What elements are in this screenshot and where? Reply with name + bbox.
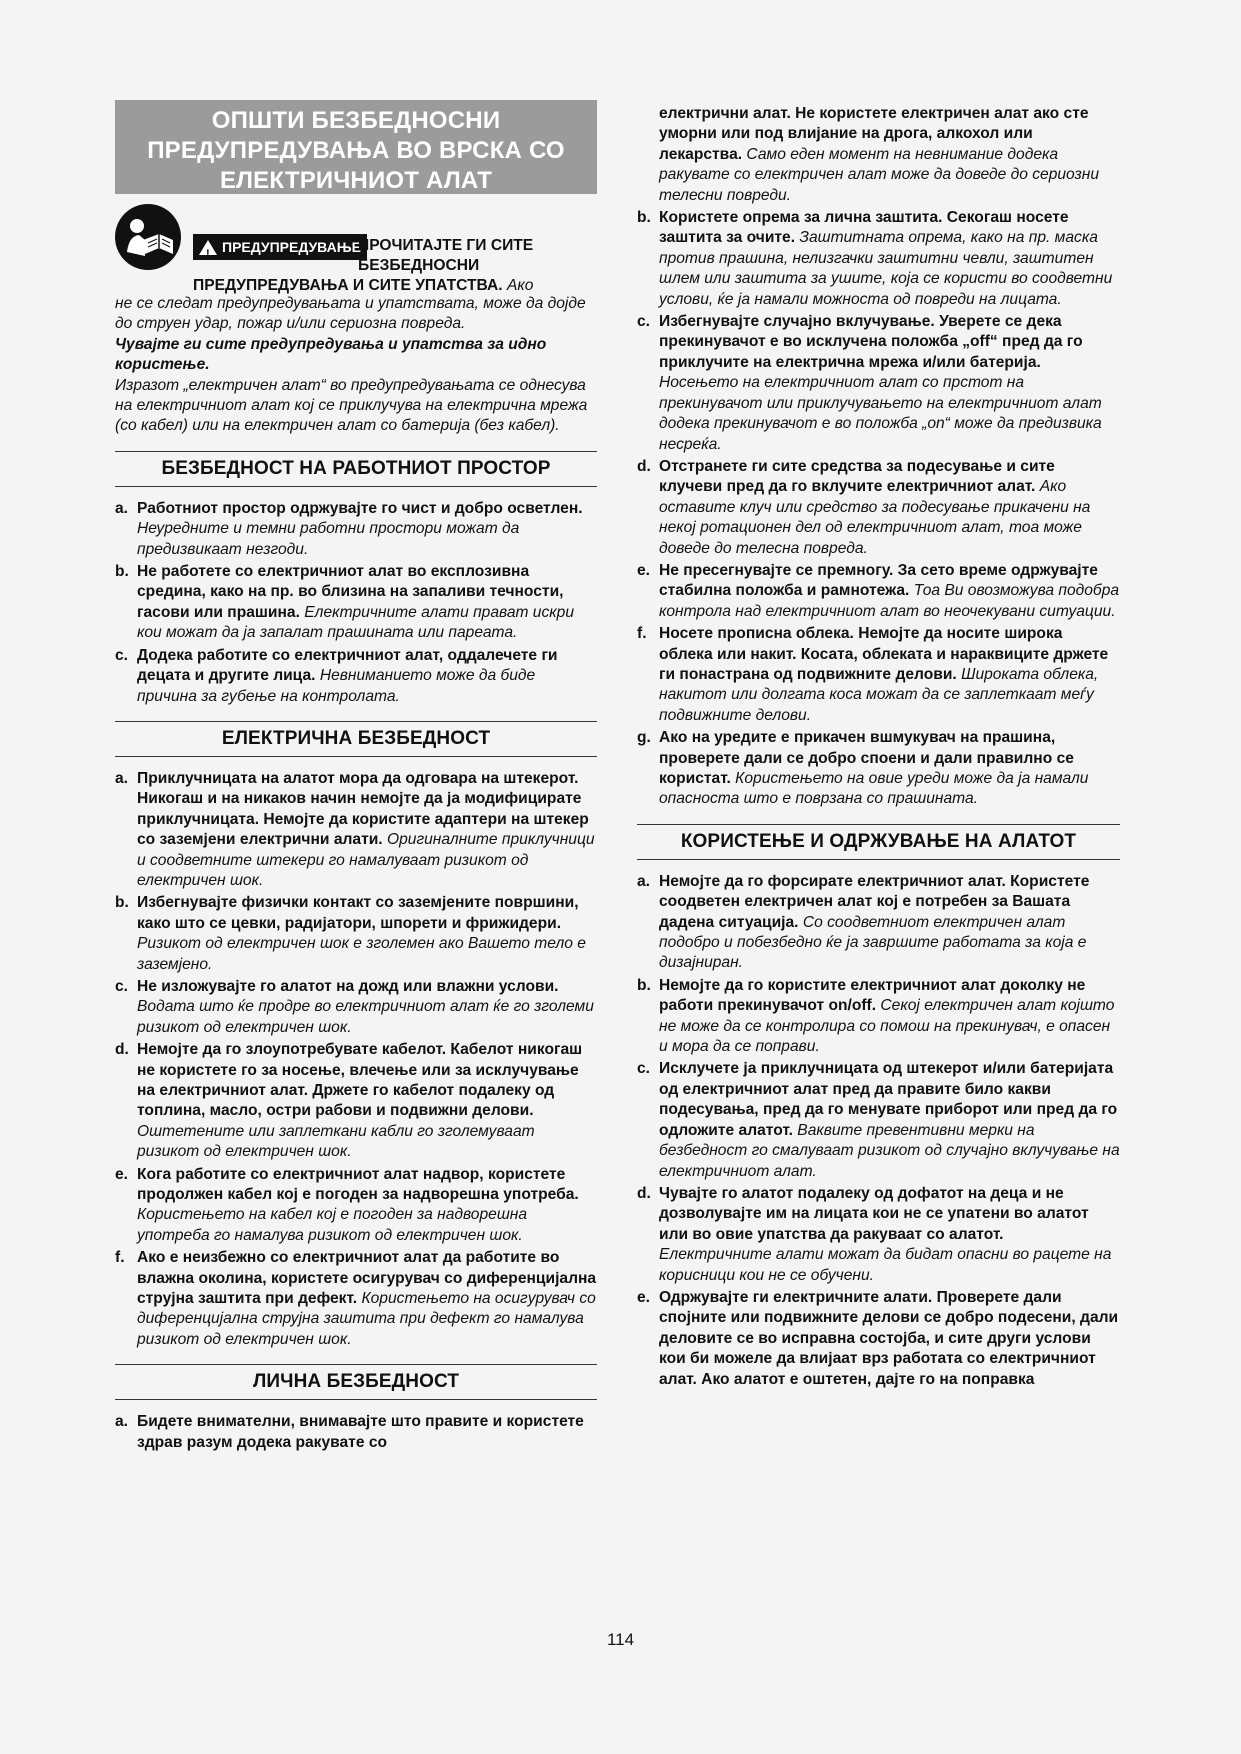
read-manual-icon [115,204,181,270]
workarea-list [115,499,597,707]
item-desc: Секој електричен алат којшто не може да се контролира со помош на прекинувач, е опасен и мора да се поправи. [659,997,1115,1056]
item-label: e. [637,561,651,579]
warning-heading-bold: ПРЕДУПРЕДУВАЊА И СИТЕ УПАТСТВА. [193,277,503,294]
item-bold: Чувајте го алатот подалеку од дофатот на деца и не дозволувајте им на лицата кои не се упатени во алатот или во овие упатства да ракуваат со алатот. [659,1184,1089,1243]
item-label: e. [115,1165,129,1183]
section-banner [115,100,597,194]
item-bold: Ако е неизбежно со електричниот алат да работите во влажна околина, користете осигурувач со диференцијална струјна заштита при дефект. [137,1249,597,1308]
list-item [637,457,1120,559]
warning-heading-line: ПРОЧИТАЈТЕ ГИ СИТЕ [358,237,534,254]
warning-heading-line [193,276,533,296]
item-desc: Електричните алати прават искри кои можат да ја запалат прашината или пареата. [137,603,574,642]
left-column [115,100,597,1455]
item-bold: Не изложувајте го алатот на дожд или влажни услови. [137,977,559,995]
item-desc: Со соодветниот електричен алат подобро и побезбедно ќе ја завршите работата за која е дизајниран. [659,913,1087,972]
item-bold: Отстранете ги сите средства за подесување и сите клучеви пред да го вклучите електричниот алат. [659,457,1055,496]
warning-text: не се следат предупредувањата и упатствата, може да дојде до струен удар, пожар и/или сериозна повреда. [115,295,586,333]
item-desc: Широката облека, накитот или долгата коса можат да се заплеткаат меѓу подвижните делови. [659,665,1099,724]
list-item [637,872,1120,974]
list-item [115,1040,597,1162]
item-bold: Работниот простор одржувајте го чист и добро осветлен. [137,499,583,517]
list-item [115,646,597,707]
list-item [637,728,1120,810]
item-desc: Водата што ќе продре во електричниот алат ќе го зголеми ризикот од електричен шок. [137,998,594,1036]
warning-block [115,204,597,294]
item-label: d. [637,1184,651,1202]
list-item [115,499,597,560]
list-item [115,1412,597,1453]
list-item [637,561,1120,622]
item-desc: Оштетените или заплеткани кабли го зголемуваат ризикот од електричен шок. [137,1122,535,1161]
list-item [637,1184,1120,1286]
item-desc: Ризикот од електричен шок е зголемен ако Вашето тело е заземјено. [137,935,586,973]
item-bold: Ако на уредите е прикачен вшмукувач на прашина, проверете дали се добро споени и дали правилно се користат. [659,729,1074,787]
item-label: f. [637,625,647,643]
item-label: a. [115,1413,129,1431]
item-desc: Неуредните и темни работни простори можат да предизвикаат незгоди. [137,520,520,558]
item-bold: Избегнувајте случајно вклучување. Уверете се дека прекинувачот е во исклучена положба „off“ пред да го приклучите на електрична мрежа и/или батерија. [659,313,1083,371]
section-title-tooluse: КОРИСТЕЊЕ И ОДРЖУВАЊЕ НА АЛАТОТ [637,824,1120,860]
item-desc: Ваквите превентивни мерки на безбедност го смалуваат ризикот од случајно вклучување на електричниот алат. [659,1121,1120,1180]
item-bold: Додека работите со електричниот алат, оддалечете ги децата и другите лица. [137,646,558,685]
warning-keep-text: Чувајте ги сите предупредувања и упатства за идно користење. [115,335,547,374]
list-item [637,208,1120,310]
warning-heading-line: БЕЗБЕДНОСНИ [358,257,480,274]
item-label: b. [115,563,129,581]
item-label: d. [637,457,651,475]
tooluse-list [637,872,1120,1390]
banner-line: ОПШТИ БЕЗБЕДНОСНИ [211,107,501,134]
item-label: c. [115,646,129,664]
item-desc: Само еден момент на невнимание додека ракувате со електричен алат може да доведе до сериозни телесни повреди. [659,145,1100,204]
list-item [115,562,597,644]
list-item-continuation [637,104,1120,206]
item-label: g. [637,729,651,747]
page-number: 114 [606,1630,635,1649]
item-bold: Кога работите со електричниот алат надвор, користете продолжен кабел кој е погоден за надворешна употреба. [137,1165,579,1204]
personal-list-right [637,208,1120,810]
item-bold: Носете прописна облека. Немојте да носите широка облека или накит. Косата, облеката и нараквиците држете ги понастрана од подвижните делови. [659,625,1109,683]
warning-definition: Изразот „електричен алат“ во предупредувањата се однесува на електричниот алат кој се приклучува на електрична мрежа (со кабел) или на електричен алат со батерија (без кабел). [115,376,588,435]
item-bold: електрични алат. Не користете електричен алат ако сте уморни или под влијание на дрога, алкохол или лекарства. [659,105,1089,163]
item-label: b. [637,209,651,227]
list-item [637,976,1120,1058]
item-bold: Одржувајте ги електричните алати. Проверете дали спојните или подвижните делови се добро подесени, дали деловите се во исправна состојба, и сите други услови кои би можеле да влијаат врз работата со електричниот алат. Ако алатот е оштетен, дајте го на поправка [659,1288,1119,1388]
list-item [115,1248,597,1350]
item-desc: Носењето на електричниот алат со прстот на прекинувачот или приклучувањето на електричниот алат додека прекинувачот е во положба „on“ може да предизвика несреќа. [659,374,1102,453]
item-label: a. [115,769,129,787]
section-title-electrical: ЕЛЕКТРИЧНА БЕЗБЕДНОСТ [115,721,597,757]
item-desc: Ако оставите клуч или средство за подесување прикачени на некој ротационен дел од електричниот алат, тоа може доведе до телесна повреда. [659,478,1091,557]
item-label: c. [115,977,129,995]
item-bold: Не работете со електричниот алат во експлозивна средина, како на пр. во близина на запаливи течности, гасови или прашина. [137,563,564,621]
list-item [637,1288,1120,1390]
electrical-list [115,769,597,1350]
list-item [637,624,1120,726]
item-label: e. [637,1288,651,1306]
warning-triangle-icon [199,240,217,255]
item-bold: Немојте да го користите електричниот алат доколку не работи прекинувачот on/off. [659,976,1086,1015]
item-label: a. [115,499,129,517]
list-item [637,312,1120,455]
list-item [115,977,597,1038]
item-bold: Не пресегнувајте се премногу. За сето време одржувајте стабилна положба и рамнотежа. [659,561,1098,600]
warning-heading [358,236,588,276]
warning-heading-italic: Ако [506,277,534,294]
item-label: c. [637,313,651,331]
item-desc: Користењето на овие уреди може да ја намали опасноста што е поврзана со прашината. [659,770,1089,808]
item-bold: Користете опрема за лична заштита. Секогаш носете заштита за очите. [659,209,1069,247]
item-bold: Бидете внимателни, внимавајте што правите и користете здрав разум додека ракувате со [137,1413,584,1451]
section-title-personal: ЛИЧНА БЕЗБЕДНОСТ [115,1364,597,1400]
item-bold: Немојте да го злоупотребувате кабелот. Кабелот никогаш не користете го за носење, влечење или за исклучување на електричниот алат. Држете го кабелот подалеку од топлина, масло, остри рабови и подвижни делови. [137,1041,583,1120]
item-desc: Заштитната опрема, како на пр. маска против прашина, нелизгачки заштитни чевли, заштитен шлем или заштита за ушите, која се користи во соодветни услови, ќе ја намали можноста од повреди на лицата. [659,229,1113,308]
item-bold: Исклучете ја приклучницата од штекерот и/или батеријата од електричниот алат пред да правите било какви подесувања, пред да го менувате приборот или пред да го одложите алатот. [659,1060,1118,1139]
list-item [115,1165,597,1247]
item-label: b. [115,894,129,912]
personal-list-left [115,1412,597,1453]
item-label: d. [115,1041,129,1059]
section-title-workarea: БЕЗБЕДНОСТ НА РАБОТНИОТ ПРОСТОР [115,451,597,487]
item-bold: Избегнувајте физички контакт со заземјените површини, како што се цевки, радијатори, шпорети и фрижидери. [137,894,579,932]
item-bold: Приклучницата на алатот мора да одговара на штекерот. Никогаш и на никаков начин немојте да ја модифицирате приклучницата. Немојте да користите адаптери на штекер со заземјени електрични алати. [137,769,589,849]
item-label: b. [637,976,651,994]
banner-line: ЕЛЕКТРИЧНИОТ АЛАТ [219,167,493,194]
item-label: c. [637,1060,651,1078]
item-desc: Користењето на осигурувач со диференцијална струјна заштита при дефект го намалува ризикот од електричен шок. [137,1290,596,1348]
item-desc: Невниманието може да биде причина за губење на контролата. [137,667,536,705]
list-item [637,1059,1120,1181]
banner-line: ПРЕДУПРЕДУВАЊА ВО ВРСКА СО [147,137,565,164]
right-column [637,104,1120,1392]
item-desc: Користењето на кабел кој е погоден за надворешна употреба го намалува ризикот од електричен шок. [137,1206,528,1244]
item-desc: Оригиналните приклучници и соодветните штекери го намалуваат ризикот од електричен шок. [137,831,595,889]
list-item [115,769,597,891]
item-bold: Немојте да го форсирате електричниот алат. Користете соодветен електричен алат кој е потребен за Вашата дадена ситуација. [659,872,1090,931]
item-desc: Тоа Ви овозможува подобра контрола над електричниот алат во неочекувани ситуации. [659,582,1120,620]
item-label: a. [637,872,651,890]
warning-badge [193,234,367,260]
list-item [115,893,597,975]
item-desc: Електричните алати можат да бидат опасни во рацете на корисници кои не се обучени. [659,1246,1112,1284]
warning-badge-label: ПРЕДУПРЕДУВАЊЕ [222,239,361,255]
item-label: f. [115,1249,125,1267]
